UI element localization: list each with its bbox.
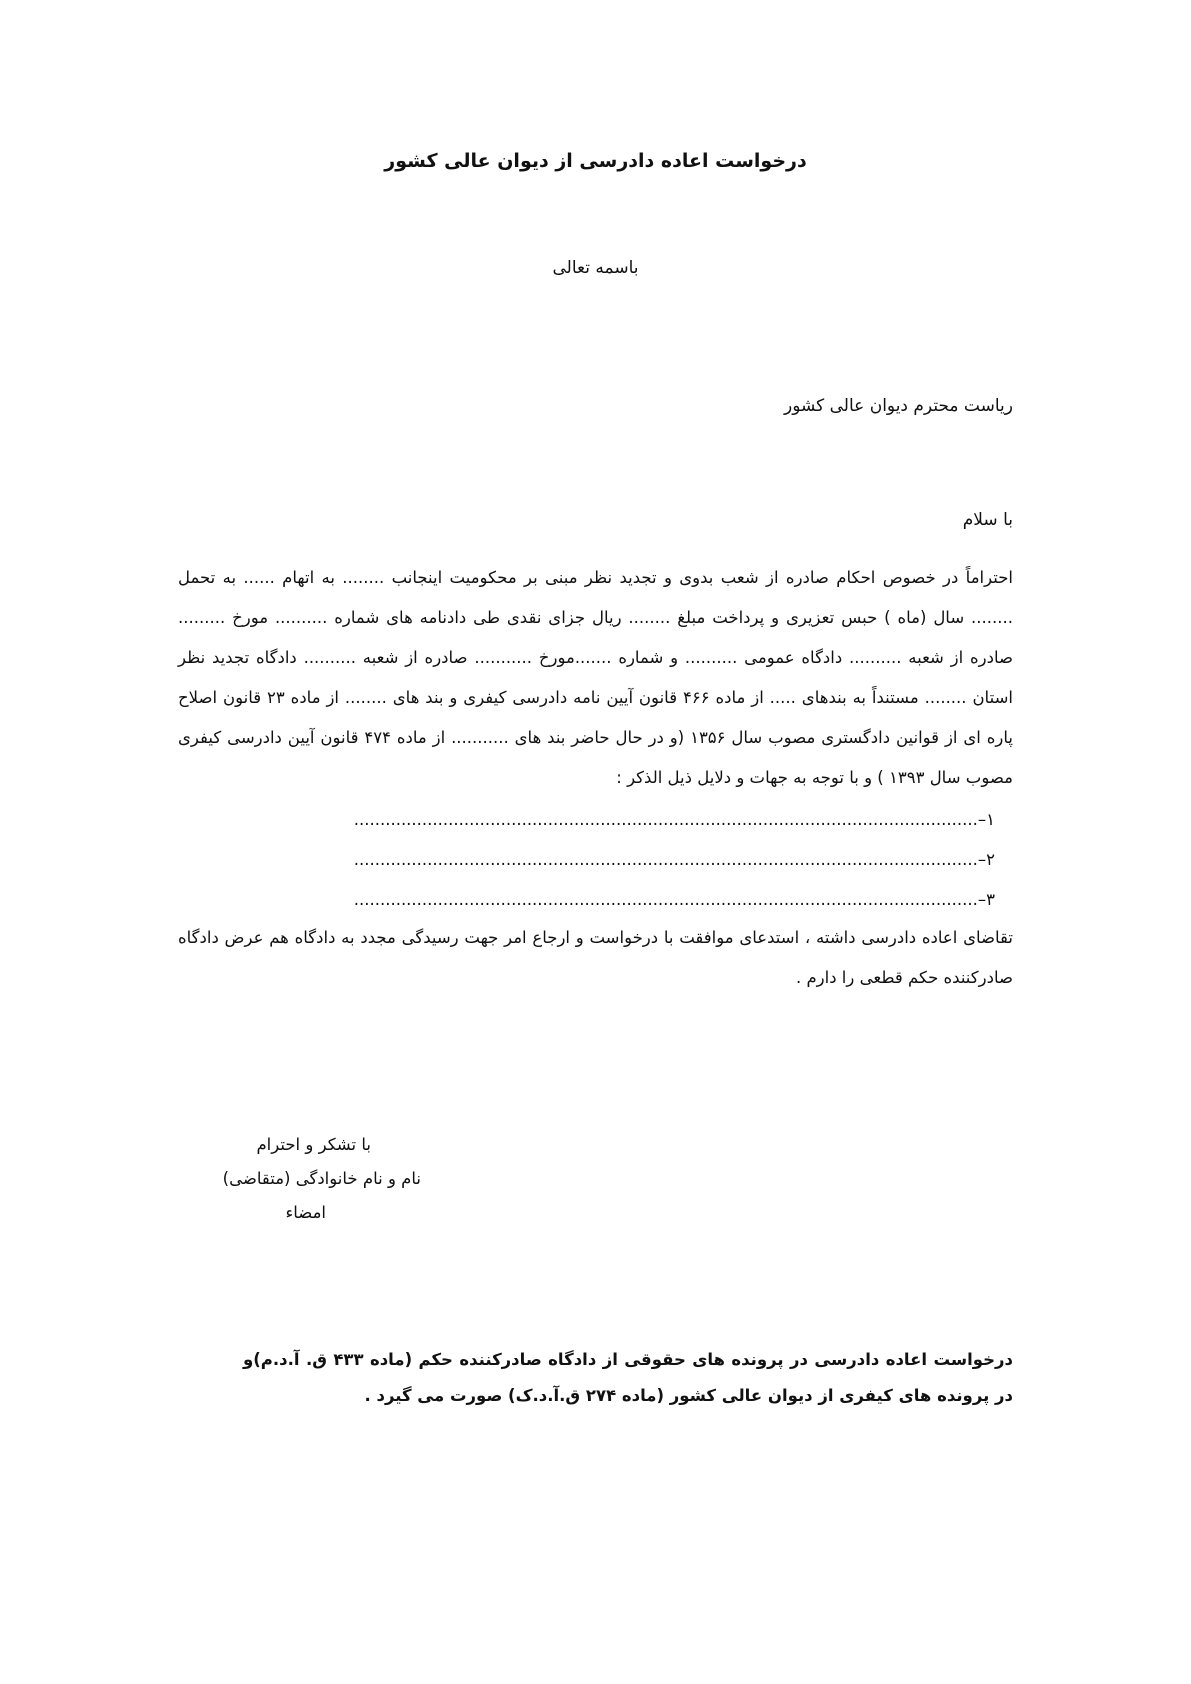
reason-item-1: ۱–.......................................................................................................................: [353, 810, 995, 829]
addressee-line: ریاست محترم دیوان عالی کشور: [783, 396, 1013, 416]
closing-line: با تشکر و احترام: [256, 1135, 371, 1154]
basmala-heading: باسمه تعالی: [552, 258, 639, 278]
greeting-line: با سلام: [962, 510, 1013, 530]
footnote-paragraph: درخواست اعاده دادرسی در پرونده های حقوقی از دادگاه صادرکننده حکم (ماده ۴۳۳ ق. آ.د.م)و در پرونده های کیفری از دیوان عالی کشور (ماده ۲۷۴ ق.آ.د.ک) صورت می گیرد .: [243, 1350, 1013, 1405]
applicant-name-line: نام و نام خانوادگی (متقاضی): [222, 1169, 421, 1188]
reasons-list: [353, 800, 1013, 920]
signature-block: [191, 1128, 421, 1230]
body-paragraph: احتراماً در خصوص احکام صادره از شعب بدوی و تجدید نظر مبنی بر محکومیت اینجانب ........ به اتهام ...... به تحمل ........ سال (ماه ) حبس تعزیری و پرداخت مبلغ ........ ریال جزای نقدی طی دادنامه های شماره .......... مورخ ......... صادره از شعبه .......... دادگاه عمومی .......... و شماره .......مورخ ........... صادره از شعبه .......... دادگاه تجدید نظر استان ........ مستنداً به بندهای ..... از ماده ۴۶۶ قانون آیین نامه دادرسی کیفری و بند های ........ از ماده ۲۳ قانون اصلاح پاره ای از قوانین دادگستری مصوب سال ۱۳۵۶ (و در حال حاضر بند های ........... از ماده ۴۷۴ قانون آیین دادرسی کیفری مصوب سال ۱۳۹۳ ) و با توجه به جهات و دلایل ذیل الذکر :: [178, 568, 1013, 787]
signature-line: امضاء: [285, 1203, 326, 1222]
reason-item-2: ۲–.......................................................................................................................: [353, 850, 995, 869]
reason-item-3: ۳–.......................................................................................................................: [353, 890, 995, 909]
document-title: درخواست اعاده دادرسی از دیوان عالی کشور: [384, 150, 807, 172]
request-paragraph: تقاضای اعاده دادرسی داشته ، استدعای موافقت با درخواست و ارجاع امر جهت رسیدگی مجدد به دادگاه هم عرض دادگاه صادرکننده حکم قطعی را دارم .: [178, 928, 1013, 987]
